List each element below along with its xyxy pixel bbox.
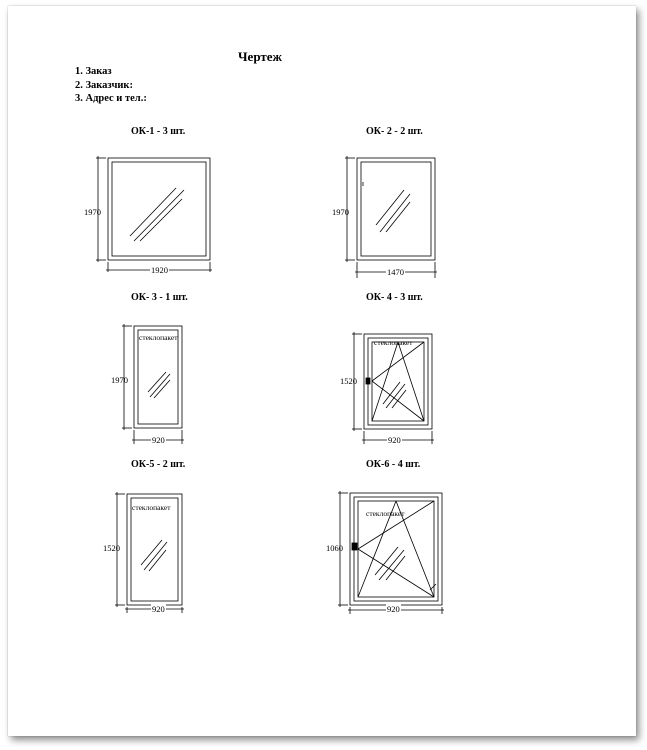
window-3-glass-label: стеклопакет <box>139 333 178 342</box>
window-3-height: 1970 <box>111 375 128 385</box>
field-address: 3. Адрес и тел.: <box>75 93 147 104</box>
window-6-width: 920 <box>387 604 400 614</box>
window-5-height: 1520 <box>103 543 120 553</box>
window-4-drawing <box>352 332 434 444</box>
window-4-label: ОК- 4 - 3 шт. <box>366 292 423 303</box>
window-1-width: 1920 <box>151 265 168 275</box>
window-5-label: ОК-5 - 2 шт. <box>131 459 186 470</box>
field-order: 1. Заказ <box>75 66 112 77</box>
window-2-label: ОК- 2 - 2 шт. <box>366 126 423 137</box>
window-5-width: 920 <box>152 604 165 614</box>
field-customer: 2. Заказчик: <box>75 79 133 91</box>
window-6-height: 1060 <box>326 543 343 553</box>
window-4-glass-label: стеклопакет <box>374 338 413 347</box>
window-3-width: 920 <box>152 435 165 445</box>
window-2-drawing <box>345 156 437 278</box>
window-3-label: ОК- 3 - 1 шт. <box>131 292 188 303</box>
window-6-label: ОК-6 - 4 шт. <box>366 459 421 470</box>
window-4-height: 1520 <box>340 376 357 386</box>
window-3-drawing <box>122 324 184 444</box>
window-2-height: 1970 <box>332 207 349 217</box>
window-1-label: ОК-1 - 3 шт. <box>131 126 186 137</box>
window-1-drawing <box>96 156 212 272</box>
window-4-width: 920 <box>388 435 401 445</box>
page-title: Чертеж <box>238 49 282 64</box>
window-1-height: 1970 <box>84 207 101 217</box>
window-5-glass-label: стеклопакет <box>132 503 171 512</box>
window-6-glass-label: стеклопакет <box>366 509 405 518</box>
window-2-width: 1470 <box>387 267 404 277</box>
